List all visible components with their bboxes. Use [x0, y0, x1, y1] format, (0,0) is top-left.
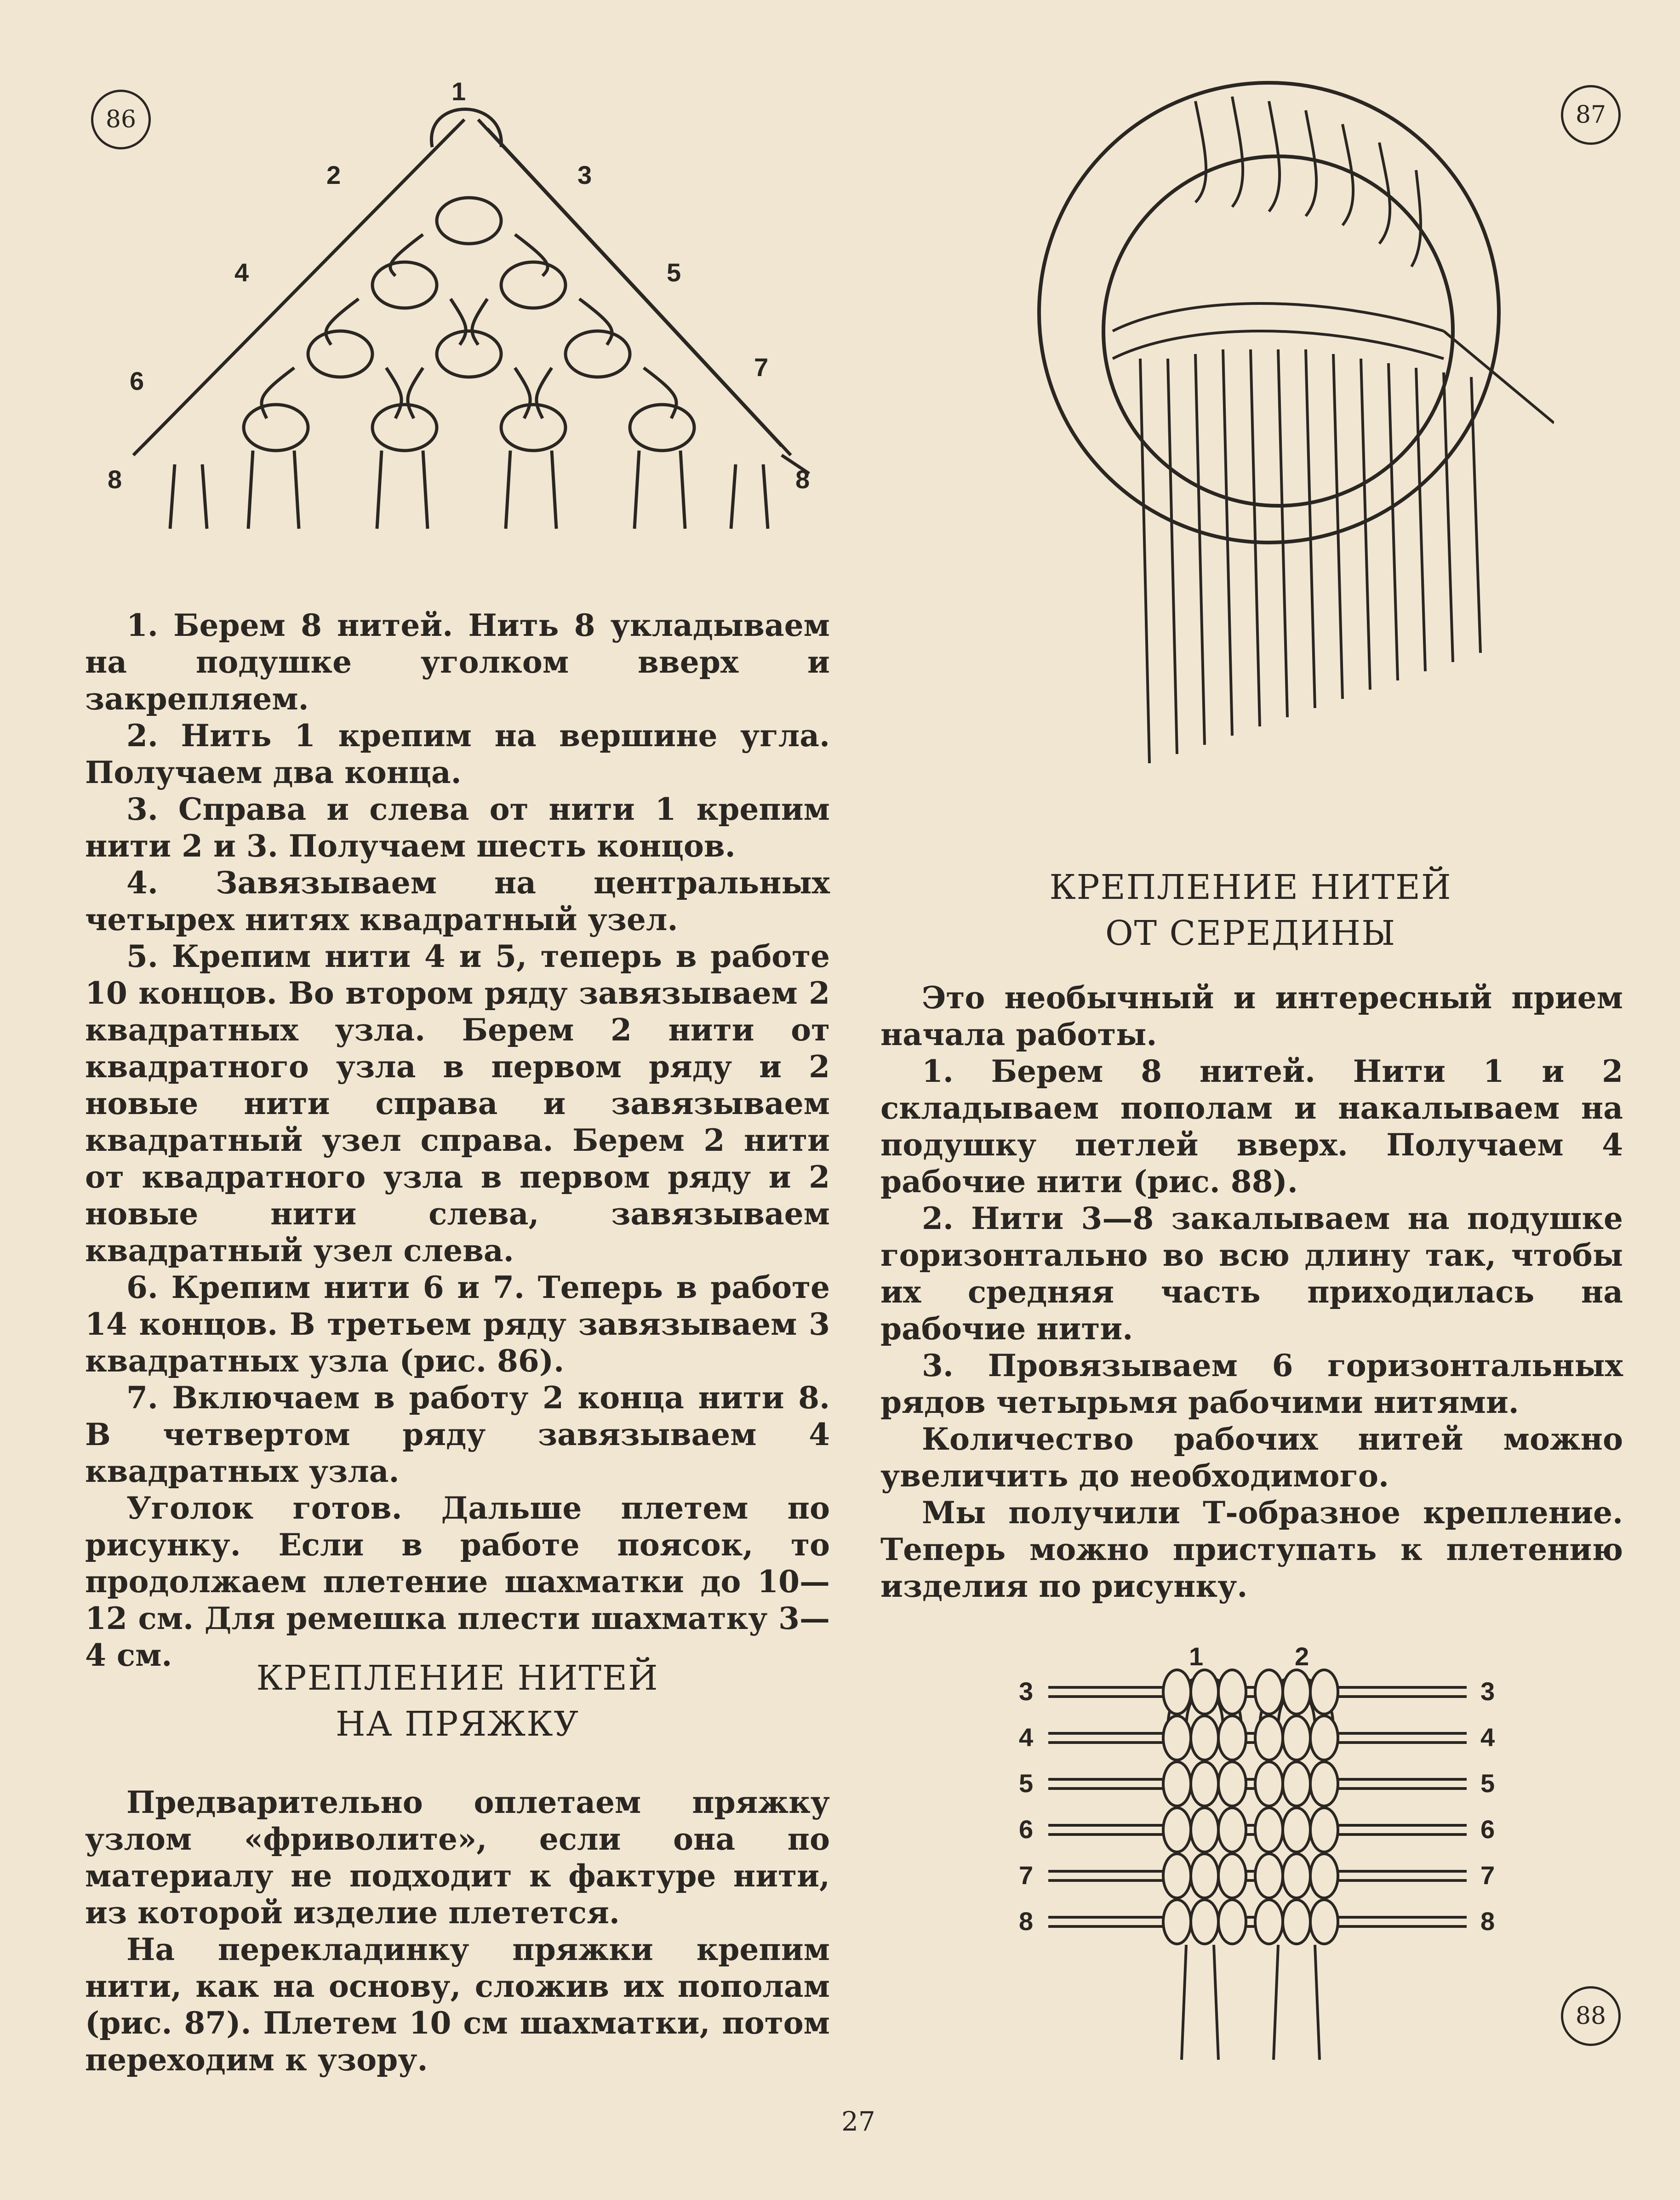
fig88-row-6-left: 6: [1019, 1815, 1034, 1844]
fig86-label-8-right: 8: [795, 465, 810, 494]
fig88-row-8-right: 8: [1480, 1907, 1495, 1936]
figure-87-illustration: [1002, 74, 1554, 772]
figure-88-badge: [1561, 1986, 1621, 2046]
fig88-row-7-left: 7: [1019, 1861, 1034, 1890]
heading-buckle-line-2: НА ПРЯЖКУ: [335, 1704, 580, 1744]
t-attachment-drawing: [1002, 1646, 1517, 2106]
right-paragraph-4: 3. Провязываем 6 горизонтальных рядов четырьмя рабочими нитями.: [880, 1348, 1623, 1420]
figure-86-illustration: [101, 69, 837, 552]
figure-87-badge: [1561, 85, 1621, 145]
fig86-label-7: 7: [754, 353, 769, 382]
left-paragraph-2: 2. Нить 1 крепим на вершине угла. Получаем два конца.: [85, 718, 830, 790]
fig86-label-2: 2: [326, 160, 341, 189]
page-number: 27: [841, 2106, 875, 2137]
right-paragraph-1: Это необычный и интересный прием начала работы.: [880, 980, 1623, 1052]
buckle-paragraph-1: Предварительно оплетаем пряжку узлом «фриволите», если она по материалу не подходит к фактуре нити, из которой изделие плетется.: [85, 1784, 830, 1931]
buckle-paragraph-2: На перекладинку пряжки крепим нити, как на основу, сложив их пополам (рис. 87). Плетем 10 см шахматки, потом переходим к узору.: [85, 1931, 830, 2078]
fig86-label-4: 4: [234, 258, 249, 287]
fig88-row-5-left: 5: [1019, 1769, 1034, 1798]
fig86-label-1: 1: [451, 77, 466, 106]
heading-middle-line-2: ОТ СЕРЕДИНЫ: [1105, 914, 1396, 953]
left-paragraph-6: 6. Крепим нити 6 и 7. Теперь в работе 14 концов. В третьем ряду завязываем 3 квадратных узла (рис. 86).: [85, 1269, 830, 1379]
buckle-drawing: [1002, 74, 1554, 772]
left-paragraph-3: 3. Справа и слева от нити 1 крепим нити 2 и 3. Получаем шесть концов.: [85, 791, 830, 864]
fig86-label-3: 3: [577, 160, 592, 189]
heading-middle-line-1: КРЕПЛЕНИЕ НИТЕЙ: [1049, 868, 1452, 907]
right-paragraph-5: Количество рабочих нитей можно увеличить до необходимого.: [880, 1421, 1623, 1494]
fig88-row-5-right: 5: [1480, 1769, 1495, 1798]
left-column-buckle-text: [85, 1784, 830, 2078]
fig86-label-5: 5: [667, 258, 681, 287]
macrame-corner-drawing: [101, 69, 837, 552]
left-paragraph-4: 4. Завязываем на центральных четырех нитях квадратный узел.: [85, 865, 830, 937]
heading-buckle-attachment: [85, 1655, 830, 1747]
fig88-row-7-right: 7: [1480, 1861, 1495, 1890]
left-paragraph-7: 7. Включаем в работу 2 конца нити 8. В четвертом ряду завязываем 4 квадратных узла.: [85, 1380, 830, 1489]
heading-buckle-line-1: КРЕПЛЕНИЕ НИТЕЙ: [256, 1658, 659, 1698]
fig88-row-8-left: 8: [1019, 1907, 1034, 1936]
fig86-label-6: 6: [130, 366, 144, 395]
fig88-row-3-right: 3: [1480, 1677, 1495, 1706]
fig88-row-4-right: 4: [1480, 1723, 1495, 1752]
heading-middle-attachment: [878, 864, 1623, 956]
left-paragraph-5: 5. Крепим нити 4 и 5, теперь в работе 10 концов. Во втором ряду завязываем 2 квадратных узла. Берем 2 нити от квадратного узла в первом ряду и 2 новые нити справа и завязываем квадратный узел справа. Берем 2 нити от квадратного узла в первом ряду и 2 новые нити слева, завязываем квадратный узел слева.: [85, 938, 830, 1269]
fig88-top-label-2: 2: [1295, 1642, 1309, 1671]
figure-88-illustration: [1002, 1642, 1517, 2106]
fig86-label-8-left: 8: [108, 465, 122, 494]
left-paragraph-8: Уголок готов. Дальше плетем по рисунку. Если в работе поясок, то продолжаем плетение шахматки до 10—12 см. Для ремешка плести шахматку 3—4 см.: [85, 1490, 830, 1673]
left-column-instructions: [85, 607, 830, 1674]
fig88-row-4-left: 4: [1019, 1723, 1034, 1752]
figure-86-number: 86: [105, 106, 137, 133]
figure-87-number: 87: [1575, 101, 1606, 129]
right-paragraph-3: 2. Нити 3—8 закалываем на подушке горизонтально во всю длину так, чтобы их средняя часть приходилась на рабочие нити.: [880, 1200, 1623, 1347]
fig88-row-6-right: 6: [1480, 1815, 1495, 1844]
figure-88-number: 88: [1575, 2002, 1606, 2030]
right-paragraph-6: Мы получили Т-образное крепление. Теперь можно приступать к плетению изделия по рисунку.: [880, 1495, 1623, 1604]
right-paragraph-2: 1. Берем 8 нитей. Нити 1 и 2 складываем пополам и накалываем на подушку петлей вверх. Получаем 4 рабочие нити (рис. 88).: [880, 1053, 1623, 1200]
left-paragraph-1: 1. Берем 8 нитей. Нить 8 укладываем на подушке уголком вверх и закрепляем.: [85, 607, 830, 717]
fig88-row-3-left: 3: [1019, 1677, 1034, 1706]
right-column-instructions: [880, 979, 1623, 1605]
fig88-top-label-1: 1: [1189, 1642, 1204, 1671]
